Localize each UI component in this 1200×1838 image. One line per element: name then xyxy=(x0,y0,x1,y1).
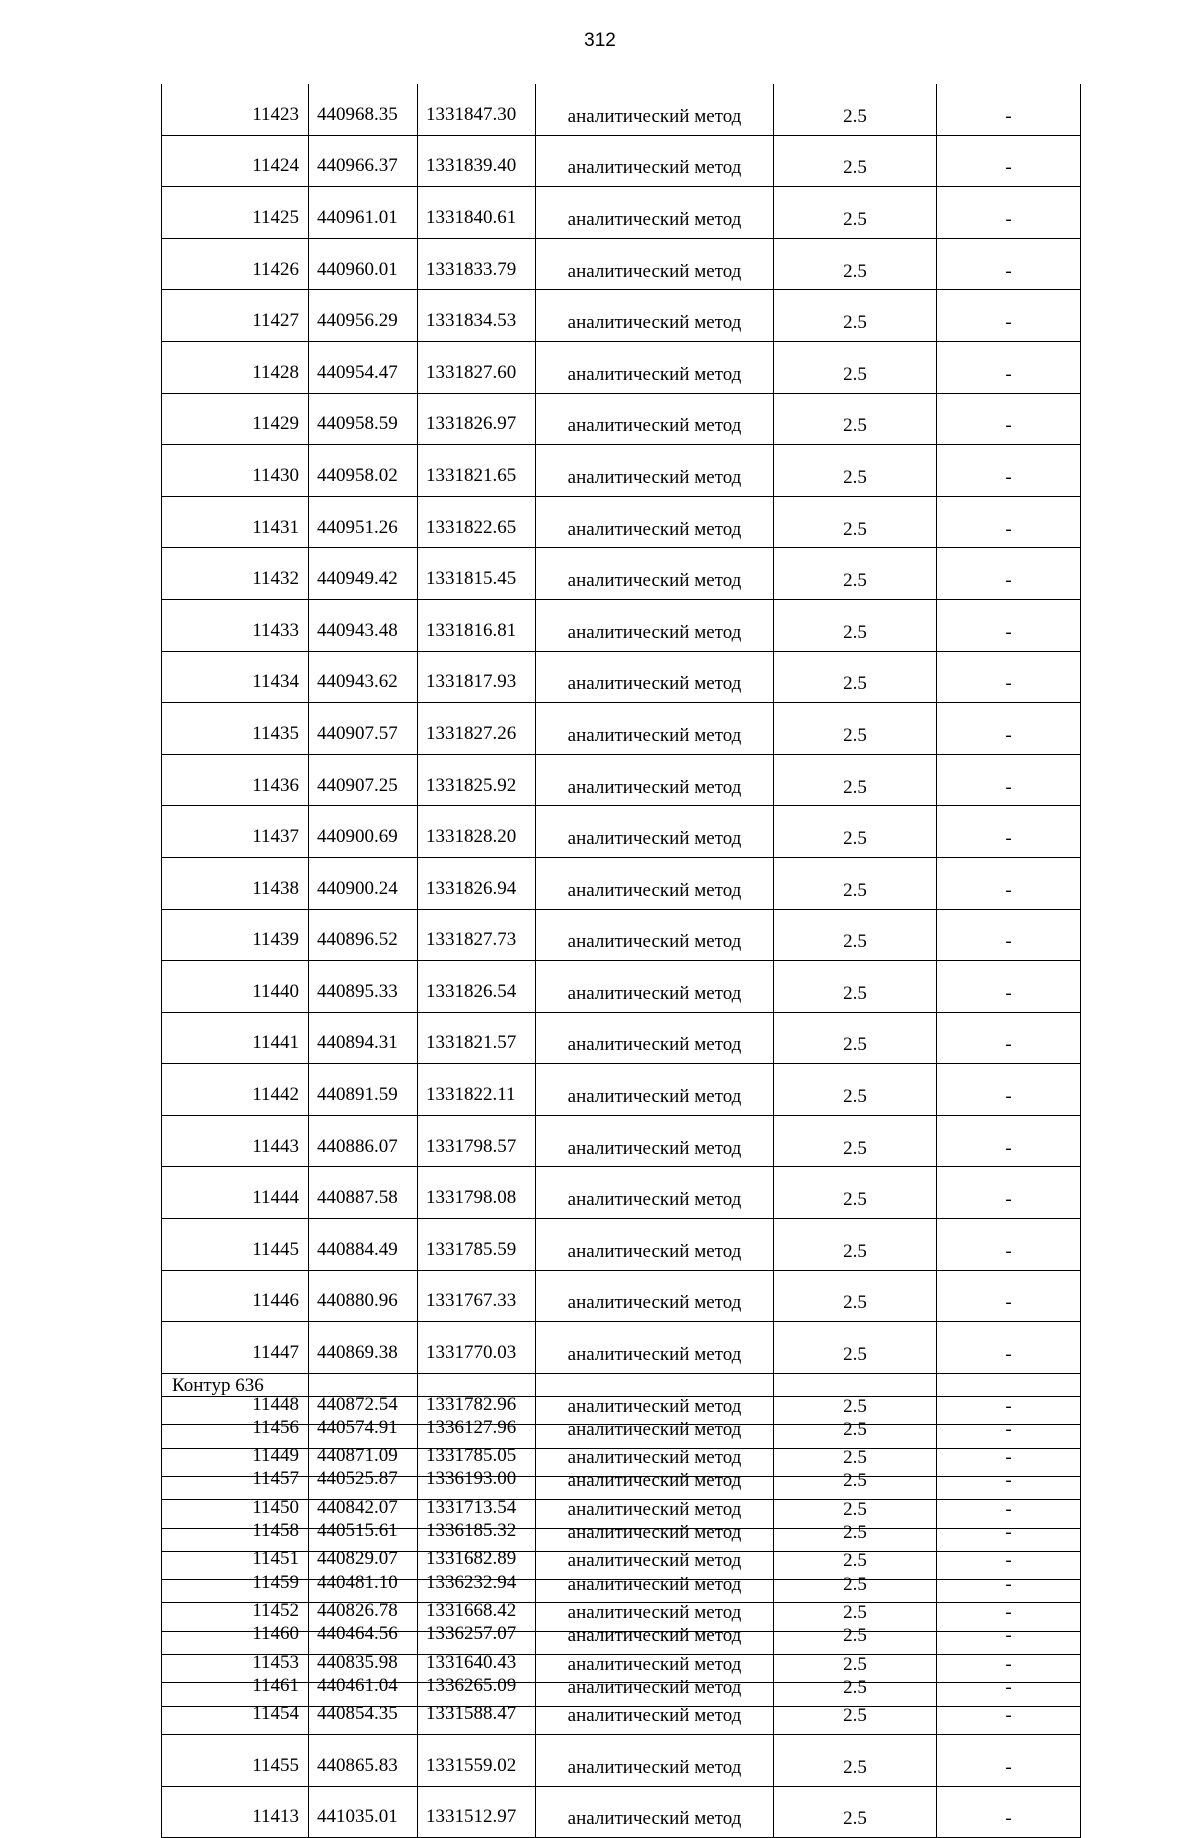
y-coordinate-cell: 1331826.97 xyxy=(418,393,536,445)
method-cell: аналитический метод xyxy=(536,1373,774,1425)
method-cell: аналитический метод xyxy=(536,651,774,703)
note-cell: - xyxy=(937,1786,1081,1838)
table-row xyxy=(162,909,1081,961)
table-row xyxy=(162,806,1081,858)
note-cell: - xyxy=(937,961,1081,1013)
point-number-cell: 11413 xyxy=(162,1786,309,1838)
note-cell: - xyxy=(937,1528,1081,1580)
table-row xyxy=(162,496,1081,548)
y-coordinate-cell: 1331840.61 xyxy=(418,187,536,239)
y-coordinate-cell: 1331817.93 xyxy=(418,651,536,703)
note-cell: - xyxy=(937,599,1081,651)
method-cell: аналитический метод xyxy=(536,806,774,858)
method-cell: аналитический метод xyxy=(536,548,774,600)
method-cell: аналитический метод xyxy=(536,187,774,239)
table-row xyxy=(162,1654,1081,1706)
y-coordinate-cell: 1331798.57 xyxy=(418,1115,536,1167)
table-row xyxy=(162,1219,1081,1271)
x-coordinate-cell: 440481.10 xyxy=(309,1551,418,1603)
method-cell: аналитический метод xyxy=(536,703,774,755)
method-cell: аналитический метод xyxy=(536,1500,774,1552)
note-cell: - xyxy=(937,1064,1081,1116)
y-coordinate-cell: 1331826.94 xyxy=(418,857,536,909)
table-row xyxy=(162,651,1081,703)
accuracy-cell: 2.5 xyxy=(774,187,937,239)
method-cell: аналитический метод xyxy=(536,1448,774,1500)
point-number-cell: 11446 xyxy=(162,1270,309,1322)
y-coordinate-cell: 1336127.96 xyxy=(418,1397,536,1449)
x-coordinate-cell: 440900.69 xyxy=(309,806,418,858)
accuracy-cell: 2.5 xyxy=(774,1012,937,1064)
method-cell: аналитический метод xyxy=(536,909,774,961)
y-coordinate-cell: 1331713.54 xyxy=(418,1477,536,1529)
note-cell: - xyxy=(937,1448,1081,1500)
table-row xyxy=(162,754,1081,806)
method-cell: аналитический метод xyxy=(536,1603,774,1655)
y-coordinate-cell: 1331512.97 xyxy=(418,1786,536,1838)
accuracy-cell: 2.5 xyxy=(774,548,937,600)
x-coordinate-cell: 440886.07 xyxy=(309,1115,418,1167)
table-row xyxy=(162,1115,1081,1167)
note-cell: - xyxy=(937,1683,1081,1735)
table-row xyxy=(162,857,1081,909)
point-number-cell: 11434 xyxy=(162,651,309,703)
note-cell: - xyxy=(937,1735,1081,1787)
accuracy-cell: 2.5 xyxy=(774,1425,937,1477)
point-number-cell: 11427 xyxy=(162,290,309,342)
y-coordinate-cell: 1331682.89 xyxy=(418,1528,536,1580)
contour-636-table xyxy=(161,1396,1081,1707)
x-coordinate-cell: 440525.87 xyxy=(309,1448,418,1500)
accuracy-cell: 2.5 xyxy=(774,238,937,290)
accuracy-cell: 2.5 xyxy=(774,806,937,858)
accuracy-cell: 2.5 xyxy=(774,1528,937,1580)
y-coordinate-cell: 1331825.92 xyxy=(418,754,536,806)
note-cell: - xyxy=(937,1373,1081,1425)
note-cell: - xyxy=(937,909,1081,961)
point-number-cell: 11442 xyxy=(162,1064,309,1116)
point-number-cell: 11448 xyxy=(162,1373,309,1425)
x-coordinate-cell: 440961.01 xyxy=(309,187,418,239)
method-cell: аналитический метод xyxy=(536,961,774,1013)
accuracy-cell: 2.5 xyxy=(774,703,937,755)
x-coordinate-cell: 440854.35 xyxy=(309,1683,418,1735)
table-row xyxy=(162,341,1081,393)
note-cell: - xyxy=(937,84,1081,135)
note-cell: - xyxy=(937,1654,1081,1706)
table-row xyxy=(162,1551,1081,1603)
table-row xyxy=(162,599,1081,651)
y-coordinate-cell: 1331588.47 xyxy=(418,1683,536,1735)
note-cell: - xyxy=(937,290,1081,342)
note-cell: - xyxy=(937,1551,1081,1603)
table-row xyxy=(162,238,1081,290)
x-coordinate-cell: 440943.48 xyxy=(309,599,418,651)
x-coordinate-cell: 440887.58 xyxy=(309,1167,418,1219)
y-coordinate-cell: 1336232.94 xyxy=(418,1551,536,1603)
y-coordinate-cell: 1331640.43 xyxy=(418,1631,536,1683)
x-coordinate-cell: 440960.01 xyxy=(309,238,418,290)
accuracy-cell: 2.5 xyxy=(774,1631,937,1683)
point-number-cell: 11453 xyxy=(162,1631,309,1683)
method-cell: аналитический метод xyxy=(536,1064,774,1116)
method-cell: аналитический метод xyxy=(536,1735,774,1787)
method-cell: аналитический метод xyxy=(536,1012,774,1064)
accuracy-cell: 2.5 xyxy=(774,341,937,393)
method-cell: аналитический метод xyxy=(536,1219,774,1271)
table-row xyxy=(162,1735,1081,1787)
method-cell: аналитический метод xyxy=(536,1397,774,1449)
x-coordinate-cell: 440896.52 xyxy=(309,909,418,961)
point-number-cell: 11440 xyxy=(162,961,309,1013)
method-cell: аналитический метод xyxy=(536,1551,774,1603)
x-coordinate-cell: 440835.98 xyxy=(309,1631,418,1683)
x-coordinate-cell: 440966.37 xyxy=(309,135,418,187)
point-number-cell: 11441 xyxy=(162,1012,309,1064)
accuracy-cell: 2.5 xyxy=(774,1786,937,1838)
x-coordinate-cell: 440958.59 xyxy=(309,393,418,445)
y-coordinate-cell: 1331826.54 xyxy=(418,961,536,1013)
point-number-cell: 11450 xyxy=(162,1477,309,1529)
accuracy-cell: 2.5 xyxy=(774,1654,937,1706)
method-cell: аналитический метод xyxy=(536,754,774,806)
note-cell: - xyxy=(937,445,1081,497)
point-number-cell: 11456 xyxy=(162,1397,309,1449)
y-coordinate-cell: 1331798.08 xyxy=(418,1167,536,1219)
x-coordinate-cell: 440943.62 xyxy=(309,651,418,703)
note-cell: - xyxy=(937,651,1081,703)
point-number-cell: 11438 xyxy=(162,857,309,909)
accuracy-cell: 2.5 xyxy=(774,1580,937,1632)
method-cell: аналитический метод xyxy=(536,1477,774,1529)
x-coordinate-cell: 440954.47 xyxy=(309,341,418,393)
accuracy-cell: 2.5 xyxy=(774,1115,937,1167)
method-cell: аналитический метод xyxy=(536,84,774,135)
contour-636-table-body xyxy=(162,1397,1081,1707)
x-coordinate-cell: 440515.61 xyxy=(309,1500,418,1552)
table-row xyxy=(162,445,1081,497)
table-row xyxy=(162,393,1081,445)
point-number-cell: 11459 xyxy=(162,1551,309,1603)
x-coordinate-cell: 440872.54 xyxy=(309,1373,418,1425)
note-cell: - xyxy=(937,1115,1081,1167)
note-cell: - xyxy=(937,1425,1081,1477)
table-row xyxy=(162,135,1081,187)
table-row xyxy=(162,1167,1081,1219)
x-coordinate-cell: 440880.96 xyxy=(309,1270,418,1322)
accuracy-cell: 2.5 xyxy=(774,1448,937,1500)
y-coordinate-cell: 1331827.73 xyxy=(418,909,536,961)
accuracy-cell: 2.5 xyxy=(774,290,937,342)
x-coordinate-cell: 440894.31 xyxy=(309,1012,418,1064)
point-number-cell: 11439 xyxy=(162,909,309,961)
point-number-cell: 11445 xyxy=(162,1219,309,1271)
point-number-cell: 11460 xyxy=(162,1603,309,1655)
y-coordinate-cell: 1336257.07 xyxy=(418,1603,536,1655)
y-coordinate-cell: 1331822.65 xyxy=(418,496,536,548)
y-coordinate-cell: 1331828.20 xyxy=(418,806,536,858)
table-row xyxy=(162,84,1081,135)
method-cell: аналитический метод xyxy=(536,135,774,187)
accuracy-cell: 2.5 xyxy=(774,651,937,703)
y-coordinate-cell: 1331821.65 xyxy=(418,445,536,497)
y-coordinate-cell: 1331822.11 xyxy=(418,1064,536,1116)
point-number-cell: 11461 xyxy=(162,1654,309,1706)
point-number-cell: 11452 xyxy=(162,1580,309,1632)
point-number-cell: 11451 xyxy=(162,1528,309,1580)
x-coordinate-cell: 440884.49 xyxy=(309,1219,418,1271)
method-cell: аналитический метод xyxy=(536,445,774,497)
note-cell: - xyxy=(937,1631,1081,1683)
x-coordinate-cell: 440956.29 xyxy=(309,290,418,342)
method-cell: аналитический метод xyxy=(536,1580,774,1632)
method-cell: аналитический метод xyxy=(536,1115,774,1167)
note-cell: - xyxy=(937,703,1081,755)
y-coordinate-cell: 1331847.30 xyxy=(418,84,536,135)
accuracy-cell: 2.5 xyxy=(774,909,937,961)
note-cell: - xyxy=(937,1477,1081,1529)
point-number-cell: 11432 xyxy=(162,548,309,600)
method-cell: аналитический метод xyxy=(536,1786,774,1838)
method-cell: аналитический метод xyxy=(536,238,774,290)
accuracy-cell: 2.5 xyxy=(774,1397,937,1449)
method-cell: аналитический метод xyxy=(536,1167,774,1219)
point-number-cell: 11433 xyxy=(162,599,309,651)
accuracy-cell: 2.5 xyxy=(774,1373,937,1425)
table-row xyxy=(162,548,1081,600)
y-coordinate-cell: 1336193.00 xyxy=(418,1448,536,1500)
note-cell: - xyxy=(937,754,1081,806)
point-number-cell: 11454 xyxy=(162,1683,309,1735)
x-coordinate-cell: 440891.59 xyxy=(309,1064,418,1116)
table-row xyxy=(162,1270,1081,1322)
point-number-cell: 11428 xyxy=(162,341,309,393)
method-cell: аналитический метод xyxy=(536,393,774,445)
note-cell: - xyxy=(937,496,1081,548)
y-coordinate-cell: 1331816.81 xyxy=(418,599,536,651)
accuracy-cell: 2.5 xyxy=(774,1270,937,1322)
x-coordinate-cell: 440907.25 xyxy=(309,754,418,806)
point-number-cell: 11444 xyxy=(162,1167,309,1219)
point-number-cell: 11424 xyxy=(162,135,309,187)
accuracy-cell: 2.5 xyxy=(774,1603,937,1655)
x-coordinate-cell: 440968.35 xyxy=(309,84,418,135)
table-row xyxy=(162,187,1081,239)
table-row xyxy=(162,1322,1081,1374)
accuracy-cell: 2.5 xyxy=(774,754,937,806)
note-cell: - xyxy=(937,1322,1081,1374)
table-row xyxy=(162,290,1081,342)
x-coordinate-cell: 440949.42 xyxy=(309,548,418,600)
point-number-cell: 11455 xyxy=(162,1735,309,1787)
y-coordinate-cell: 1331839.40 xyxy=(418,135,536,187)
x-coordinate-cell: 440464.56 xyxy=(309,1603,418,1655)
note-cell: - xyxy=(937,1580,1081,1632)
accuracy-cell: 2.5 xyxy=(774,445,937,497)
method-cell: аналитический метод xyxy=(536,1322,774,1374)
y-coordinate-cell: 1331770.03 xyxy=(418,1322,536,1374)
accuracy-cell: 2.5 xyxy=(774,1551,937,1603)
point-number-cell: 11436 xyxy=(162,754,309,806)
point-number-cell: 11429 xyxy=(162,393,309,445)
y-coordinate-cell: 1331782.96 xyxy=(418,1373,536,1425)
x-coordinate-cell: 440865.83 xyxy=(309,1735,418,1787)
method-cell: аналитический метод xyxy=(536,1683,774,1735)
note-cell: - xyxy=(937,135,1081,187)
point-number-cell: 11423 xyxy=(162,84,309,135)
method-cell: аналитический метод xyxy=(536,1528,774,1580)
accuracy-cell: 2.5 xyxy=(774,1167,937,1219)
accuracy-cell: 2.5 xyxy=(774,393,937,445)
point-number-cell: 11437 xyxy=(162,806,309,858)
method-cell: аналитический метод xyxy=(536,1631,774,1683)
table-row xyxy=(162,1448,1081,1500)
note-cell: - xyxy=(937,1012,1081,1064)
x-coordinate-cell: 441035.01 xyxy=(309,1786,418,1838)
point-number-cell: 11449 xyxy=(162,1425,309,1477)
method-cell: аналитический метод xyxy=(536,1654,774,1706)
page-number: 312 xyxy=(584,30,616,51)
note-cell: - xyxy=(937,1397,1081,1449)
point-number-cell: 11431 xyxy=(162,496,309,548)
table-row xyxy=(162,1012,1081,1064)
table-row xyxy=(162,1397,1081,1449)
note-cell: - xyxy=(937,1219,1081,1271)
accuracy-cell: 2.5 xyxy=(774,496,937,548)
x-coordinate-cell: 440826.78 xyxy=(309,1580,418,1632)
y-coordinate-cell: 1331833.79 xyxy=(418,238,536,290)
y-coordinate-cell: 1331785.05 xyxy=(418,1425,536,1477)
note-cell: - xyxy=(937,1500,1081,1552)
y-coordinate-cell: 1336185.32 xyxy=(418,1500,536,1552)
note-cell: - xyxy=(937,238,1081,290)
note-cell: - xyxy=(937,1167,1081,1219)
y-coordinate-cell: 1331785.59 xyxy=(418,1219,536,1271)
x-coordinate-cell: 440869.38 xyxy=(309,1322,418,1374)
accuracy-cell: 2.5 xyxy=(774,84,937,135)
point-number-cell: 11430 xyxy=(162,445,309,497)
accuracy-cell: 2.5 xyxy=(774,1219,937,1271)
method-cell: аналитический метод xyxy=(536,1425,774,1477)
accuracy-cell: 2.5 xyxy=(774,961,937,1013)
accuracy-cell: 2.5 xyxy=(774,135,937,187)
note-cell: - xyxy=(937,187,1081,239)
note-cell: - xyxy=(937,393,1081,445)
y-coordinate-cell: 1331815.45 xyxy=(418,548,536,600)
point-number-cell: 11443 xyxy=(162,1115,309,1167)
point-number-cell: 11447 xyxy=(162,1322,309,1374)
y-coordinate-cell: 1331668.42 xyxy=(418,1580,536,1632)
method-cell: аналитический метод xyxy=(536,599,774,651)
point-number-cell: 11425 xyxy=(162,187,309,239)
point-number-cell: 11435 xyxy=(162,703,309,755)
note-cell: - xyxy=(937,548,1081,600)
table-row xyxy=(162,1064,1081,1116)
method-cell: аналитический метод xyxy=(536,341,774,393)
point-number-cell: 11426 xyxy=(162,238,309,290)
accuracy-cell: 2.5 xyxy=(774,1477,937,1529)
y-coordinate-cell: 1331821.57 xyxy=(418,1012,536,1064)
table-row xyxy=(162,1500,1081,1552)
note-cell: - xyxy=(937,857,1081,909)
note-cell: - xyxy=(937,341,1081,393)
table-row xyxy=(162,1786,1081,1838)
method-cell: аналитический метод xyxy=(536,290,774,342)
x-coordinate-cell: 440895.33 xyxy=(309,961,418,1013)
x-coordinate-cell: 440574.91 xyxy=(309,1397,418,1449)
x-coordinate-cell: 440958.02 xyxy=(309,445,418,497)
method-cell: аналитический метод xyxy=(536,1270,774,1322)
table-row xyxy=(162,961,1081,1013)
accuracy-cell: 2.5 xyxy=(774,1064,937,1116)
y-coordinate-cell: 1331834.53 xyxy=(418,290,536,342)
y-coordinate-cell: 1331827.26 xyxy=(418,703,536,755)
accuracy-cell: 2.5 xyxy=(774,1735,937,1787)
y-coordinate-cell: 1336265.09 xyxy=(418,1654,536,1706)
table-row xyxy=(162,1603,1081,1655)
method-cell: аналитический метод xyxy=(536,496,774,548)
accuracy-cell: 2.5 xyxy=(774,1683,937,1735)
contour-label: Контур 636 xyxy=(172,1375,264,1396)
accuracy-cell: 2.5 xyxy=(774,1322,937,1374)
accuracy-cell: 2.5 xyxy=(774,857,937,909)
point-number-cell: 11457 xyxy=(162,1448,309,1500)
x-coordinate-cell: 440461.04 xyxy=(309,1654,418,1706)
x-coordinate-cell: 440829.07 xyxy=(309,1528,418,1580)
x-coordinate-cell: 440900.24 xyxy=(309,857,418,909)
x-coordinate-cell: 440951.26 xyxy=(309,496,418,548)
note-cell: - xyxy=(937,806,1081,858)
y-coordinate-cell: 1331827.60 xyxy=(418,341,536,393)
x-coordinate-cell: 440871.09 xyxy=(309,1425,418,1477)
accuracy-cell: 2.5 xyxy=(774,1500,937,1552)
point-number-cell: 11458 xyxy=(162,1500,309,1552)
note-cell: - xyxy=(937,1603,1081,1655)
y-coordinate-cell: 1331767.33 xyxy=(418,1270,536,1322)
x-coordinate-cell: 440842.07 xyxy=(309,1477,418,1529)
table-row xyxy=(162,703,1081,755)
x-coordinate-cell: 440907.57 xyxy=(309,703,418,755)
note-cell: - xyxy=(937,1270,1081,1322)
accuracy-cell: 2.5 xyxy=(774,599,937,651)
method-cell: аналитический метод xyxy=(536,857,774,909)
y-coordinate-cell: 1331559.02 xyxy=(418,1735,536,1787)
